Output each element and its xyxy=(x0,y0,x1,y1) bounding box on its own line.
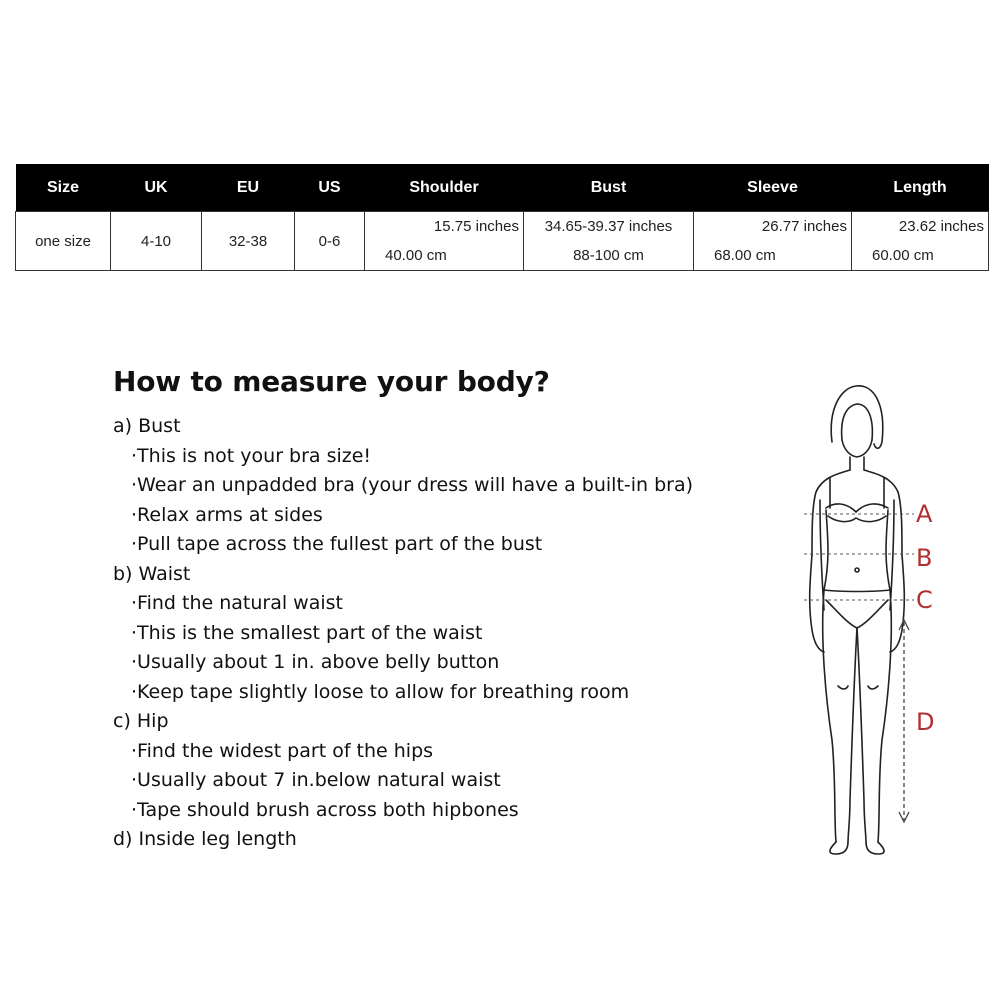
label-b: B xyxy=(916,544,933,572)
table-header-row xyxy=(16,164,989,212)
header-us: US xyxy=(295,164,365,212)
header-size: Size xyxy=(16,164,111,212)
header-uk: UK xyxy=(111,164,202,212)
header-length: Length xyxy=(852,164,989,212)
cell-size: one size xyxy=(16,212,111,271)
list-item: ·Pull tape across the fullest part of the bust xyxy=(131,533,543,555)
guide-title: How to measure your body? xyxy=(113,365,550,398)
label-c: C xyxy=(916,586,933,614)
cell-length-cm: 60.00 cm xyxy=(852,241,989,271)
list-item: ·This is the smallest part of the waist xyxy=(131,621,483,644)
cell-us: 0-6 xyxy=(295,212,365,271)
list-item: ·Find the natural waist xyxy=(131,592,343,614)
section-bust-label: a) Bust xyxy=(113,415,181,437)
section-waist-label: b) Waist xyxy=(113,562,191,585)
cell-sleeve-inches: 26.77 inches xyxy=(694,212,852,242)
list-item: ·Usually about 7 in.below natural waist xyxy=(131,769,501,791)
list-item: ·Tape should brush across both hipbones xyxy=(131,798,519,821)
label-a: A xyxy=(916,500,933,528)
cell-bust-inches: 34.65-39.37 inches xyxy=(524,212,694,242)
cell-eu: 32-38 xyxy=(202,212,295,271)
table-row xyxy=(16,212,989,242)
cell-length-inches: 23.62 inches xyxy=(852,212,989,242)
list-item: ·Wear an unpadded bra (your dress will have a built-in bra) xyxy=(131,474,694,496)
cell-shoulder-inches: 15.75 inches xyxy=(365,212,524,242)
body-outline-illustration xyxy=(790,380,980,860)
section-inside-leg-label: d) Inside leg length xyxy=(113,828,297,850)
section-hip-label: c) Hip xyxy=(113,710,169,732)
measure-guide xyxy=(113,362,773,855)
list-item: ·Find the widest part of the hips xyxy=(131,739,434,762)
cell-bust-cm: 88-100 cm xyxy=(524,241,694,271)
body-measurement-figure xyxy=(790,380,980,860)
cell-uk: 4-10 xyxy=(111,212,202,271)
header-eu: EU xyxy=(202,164,295,212)
size-chart-table xyxy=(15,164,989,271)
header-shoulder: Shoulder xyxy=(365,164,524,212)
list-item: ·Usually about 1 in. above belly button xyxy=(131,651,500,673)
cell-sleeve-cm: 68.00 cm xyxy=(694,241,852,271)
list-item: ·This is not your bra size! xyxy=(131,444,372,467)
cell-shoulder-cm: 40.00 cm xyxy=(365,241,524,271)
header-bust: Bust xyxy=(524,164,694,212)
list-item: ·Relax arms at sides xyxy=(131,503,323,526)
label-d: D xyxy=(916,708,935,736)
header-sleeve: Sleeve xyxy=(694,164,852,212)
list-item: ·Keep tape slightly loose to allow for breathing room xyxy=(131,680,630,703)
